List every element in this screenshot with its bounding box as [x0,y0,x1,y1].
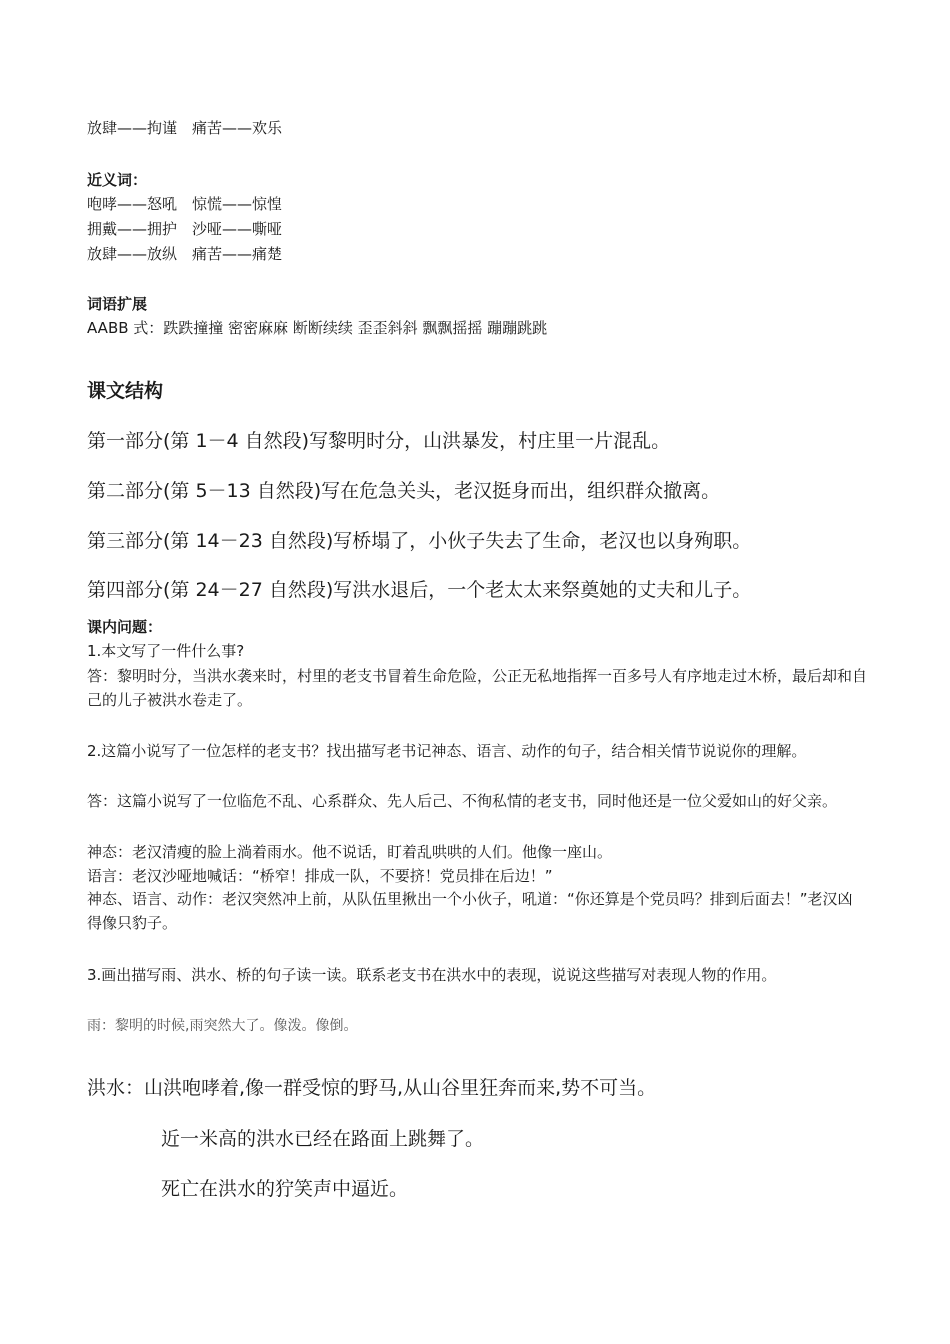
question-2: 2.这篇小说写了一位怎样的老支书？找出描写老书记神态、语言、动作的句子，结合相关情节说说你的理解。 [87,742,807,760]
answer-3-rain: 雨：黎明的时候,雨突然大了。像泼。像倒。 [87,1018,358,1034]
synonym-heading: 近义词： [87,171,148,189]
structure-part: 第一部分(第 1－4 自然段)写黎明时分，山洪暴发，村庄里一片混乱。 [87,430,671,452]
question-1: 1.本文写了一件什么事? [87,642,245,660]
answer-2-dongzuo: 神态、语言、动作：老汉突然冲上前，从队伍里揪出一个小伙子，吼道：“你还算是个党员吗？排到后面去！”老汉凶得像只豹子。 [87,890,853,932]
structure-part: 第三部分(第 14－23 自然段)写桥塌了，小伙子失去了生命，老汉也以身殉职。 [87,530,752,552]
question-3: 3.画出描写雨、洪水、桥的句子读一读。联系老支书在洪水中的表现，说说这些描写对表现人物的作用。 [87,966,777,984]
synonym-line: 拥戴——拥护 沙哑——嘶哑 [87,220,283,238]
synonym-line: 放肆——放纵 痛苦——痛楚 [87,245,283,263]
antonym-line: 放肆——拘谨 痛苦——欢乐 [87,119,283,137]
answer-2-shentai: 神态：老汉清瘦的脸上淌着雨水。他不说话，盯着乱哄哄的人们。他像一座山。 [87,843,613,861]
word-extension-heading: 词语扩展 [87,295,148,313]
synonym-line: 咆哮——怒吼 惊慌——惊惶 [87,195,283,213]
structure-part: 第四部分(第 24－27 自然段)写洪水退后，一个老太太来祭奠她的丈夫和儿子。 [87,579,752,601]
word-extension-line: AABB 式：跌跌撞撞 密密麻麻 断断续续 歪歪斜斜 飘飘摇摇 蹦蹦跳跳 [87,319,548,337]
answer-3-flood: 洪水：山洪咆哮着,像一群受惊的野马,从山谷里狂奔而来,势不可当。 [87,1077,657,1099]
answer-3-flood-2: 近一米高的洪水已经在路面上跳舞了。 [161,1128,485,1150]
answer-1: 答：黎明时分，当洪水袭来时，村里的老支书冒着生命危险，公正无私地指挥一百多号人有序地走过木桥，最后却和自己的儿子被洪水卷走了。 [87,667,868,709]
questions-heading: 课内问题： [87,618,163,636]
structure-part: 第二部分(第 5－13 自然段)写在危急关头，老汉挺身而出，组织群众撤离。 [87,480,721,502]
answer-2-yuyan: 语言：老汉沙哑地喊话：“桥窄！排成一队，不要挤！党员排在后边！” [87,867,553,885]
answer-2: 答：这篇小说写了一位临危不乱、心系群众、先人后己、不徇私情的老支书，同时他还是一位父爱如山的好父亲。 [87,792,838,810]
answer-3-flood-3: 死亡在洪水的狞笑声中逼近。 [161,1178,409,1200]
structure-heading: 课文结构 [87,380,164,402]
